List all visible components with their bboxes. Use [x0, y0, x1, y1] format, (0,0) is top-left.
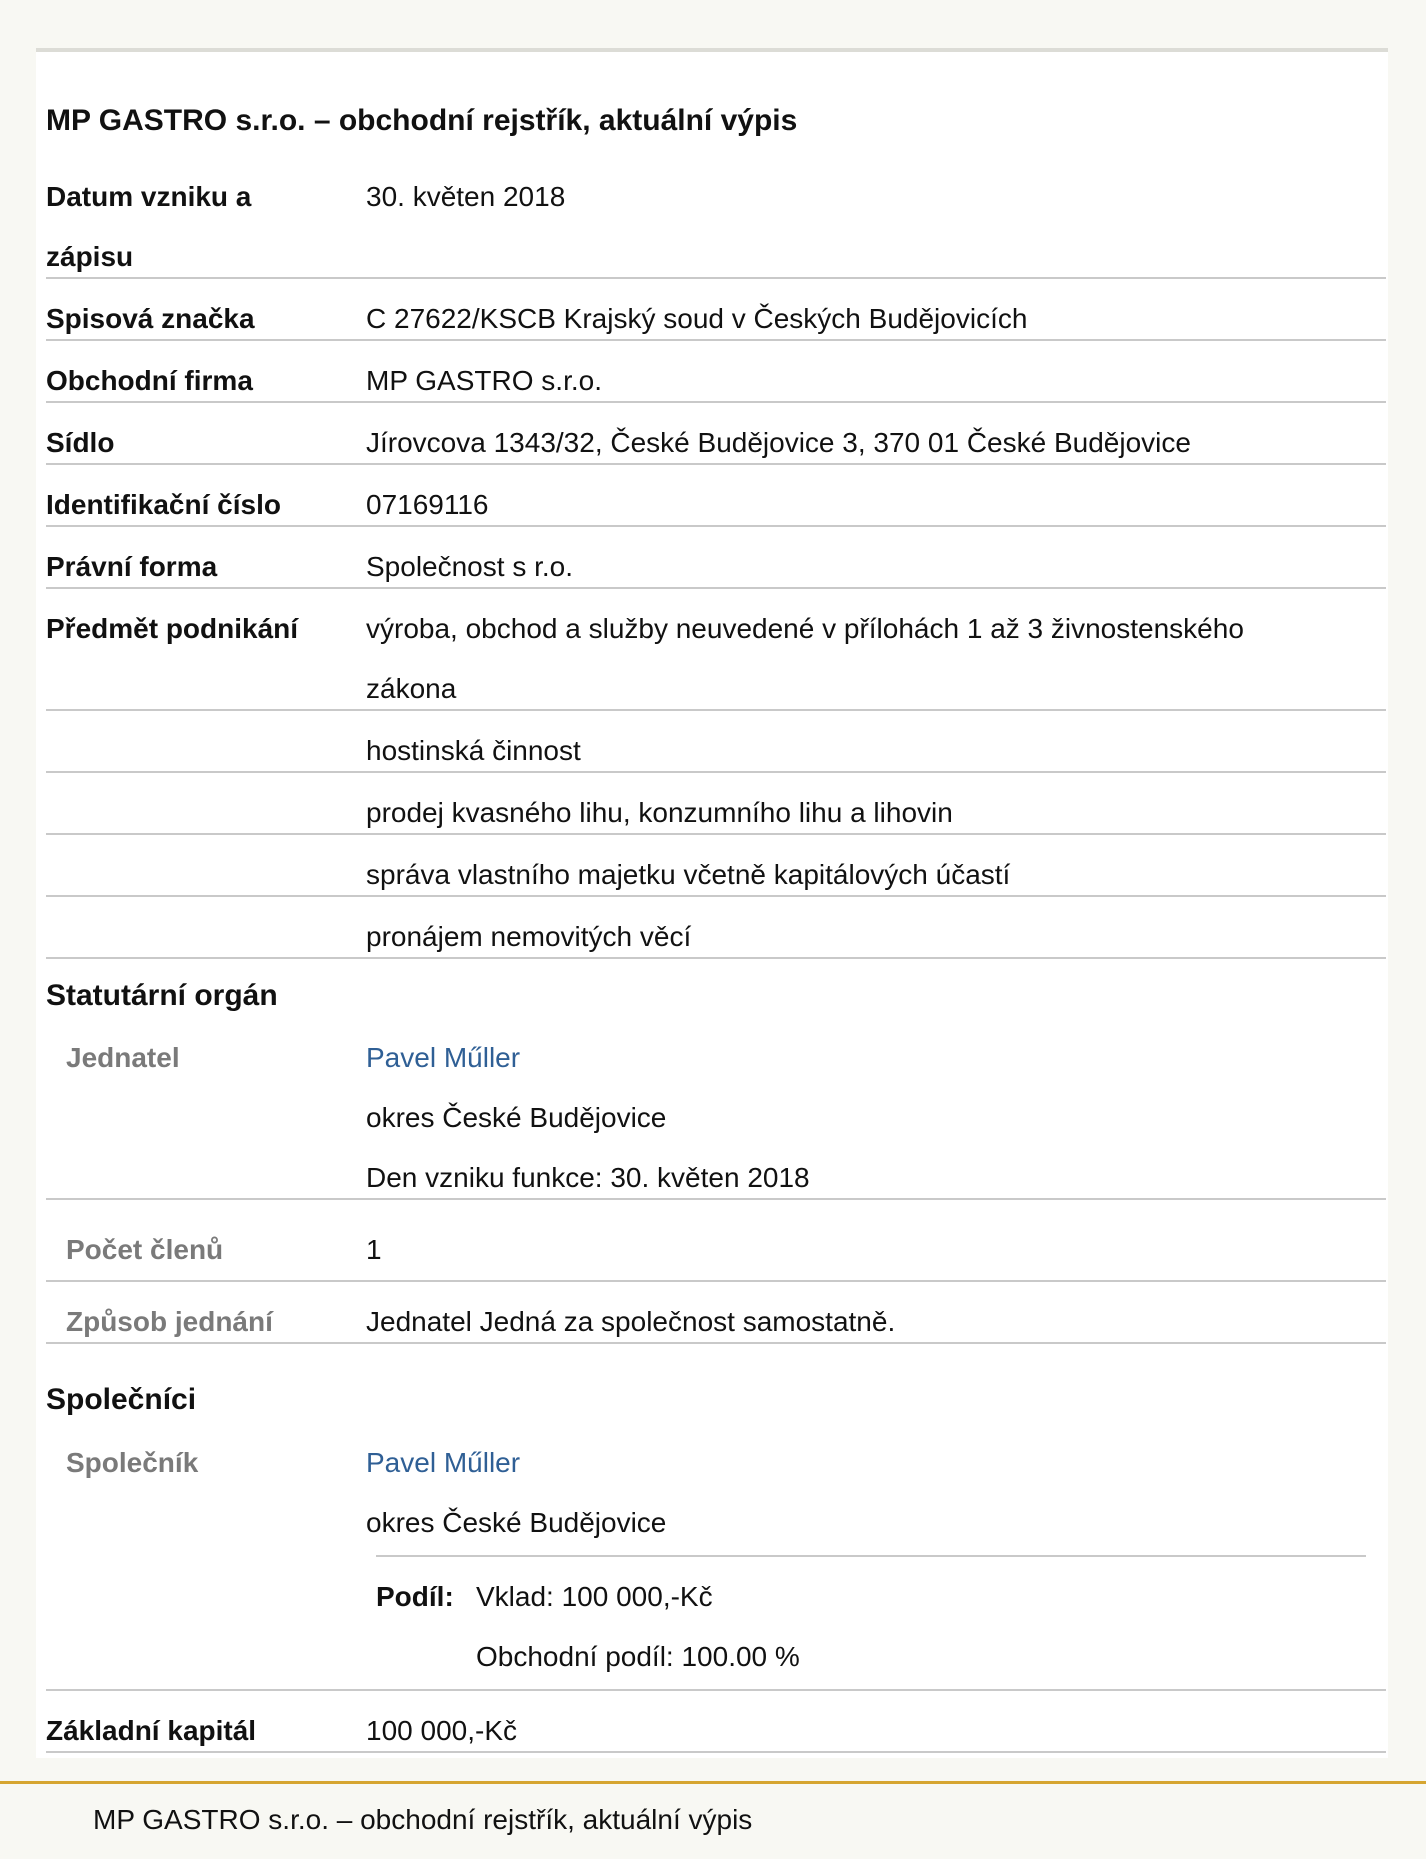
row-predmet-3	[46, 773, 1386, 835]
row-predmet-5	[46, 897, 1386, 959]
value-obchodni-firma: MP GASTRO s.r.o.	[366, 365, 602, 396]
predmet-item-1a: výroba, obchod a služby neuvedené v přílohách 1 až 3 živnostenského	[366, 613, 1244, 644]
podil-label: Podíl:	[376, 1581, 454, 1612]
spolecnik-name-link[interactable]: Pavel Műller	[366, 1447, 521, 1478]
section-spolecnici: Společníci	[46, 1383, 197, 1416]
value-ico: 07169116	[366, 489, 489, 520]
spolecnik-okres: okres České Budějovice	[366, 1507, 667, 1538]
predmet-item-1b: zákona	[366, 673, 457, 704]
value-predmet-4: správa vlastního majetku včetně kapitálových účastí	[366, 859, 1011, 890]
row-pravni-forma	[46, 527, 1386, 589]
label-datum-vzniku	[46, 167, 346, 287]
label-spisova-znacka: Spisová značka	[46, 303, 255, 334]
value-predmet-5: pronájem nemovitých věcí	[366, 921, 692, 952]
row-sidlo	[46, 403, 1386, 465]
value-predmet-1	[366, 599, 1376, 719]
podil-divider	[376, 1555, 1366, 1557]
label-predmet: Předmět podnikání	[46, 613, 299, 644]
row-jednatel	[46, 1018, 1386, 1200]
label-datum-line1: Datum vzniku a	[46, 181, 252, 212]
value-sidlo: Jírovcova 1343/32, České Budějovice 3, 370 01 České Budějovice	[366, 427, 1191, 458]
label-ico: Identifikační číslo	[46, 489, 281, 520]
row-datum-vzniku	[46, 157, 1386, 279]
row-pocet-clenu	[46, 1202, 1386, 1282]
jednatel-name-link[interactable]: Pavel Műller	[366, 1042, 521, 1073]
value-zakladni-kapital: 100 000,-Kč	[366, 1715, 517, 1746]
row-predmet-2	[46, 711, 1386, 773]
footer-bar	[0, 1781, 1426, 1859]
value-predmet-3: prodej kvasného lihu, konzumního lihu a lihovin	[366, 797, 953, 828]
label-pocet-clenu: Počet členů	[66, 1234, 224, 1265]
value-pravni-forma: Společnost s r.o.	[366, 551, 574, 582]
row-predmet-4	[46, 835, 1386, 897]
footer-title: MP GASTRO s.r.o. – obchodní rejstřík, aktuální výpis	[93, 1804, 753, 1835]
label-jednatel: Jednatel	[66, 1042, 180, 1073]
value-jednatel	[366, 1028, 1376, 1208]
row-predmet-1	[46, 589, 1386, 711]
register-card	[36, 48, 1388, 1758]
value-spisova-znacka: C 27622/KSCB Krajský soud v Českých Budějovicích	[366, 303, 1028, 334]
label-spolecnik: Společník	[66, 1447, 199, 1478]
value-datum-vzniku: 30. květen 2018	[366, 181, 566, 212]
section-statutarni-organ: Statutární orgán	[46, 979, 278, 1012]
row-spisova-znacka	[46, 279, 1386, 341]
jednatel-den-vzniku: Den vzniku funkce: 30. květen 2018	[366, 1162, 810, 1193]
label-pravni-forma: Právní forma	[46, 551, 218, 582]
jednatel-okres: okres České Budějovice	[366, 1102, 667, 1133]
row-spolecnik	[46, 1423, 1386, 1691]
row-zpusob-jednani	[46, 1282, 1386, 1344]
value-predmet-2: hostinská činnost	[366, 735, 581, 766]
podil-obchodni-podil: Obchodní podíl: 100.00 %	[476, 1641, 800, 1672]
label-obchodni-firma: Obchodní firma	[46, 365, 253, 396]
row-ico	[46, 465, 1386, 527]
value-pocet-clenu: 1	[366, 1234, 382, 1265]
row-obchodni-firma	[46, 341, 1386, 403]
value-spolecnik	[366, 1433, 1376, 1553]
label-datum-line2: zápisu	[46, 241, 134, 272]
label-sidlo: Sídlo	[46, 427, 115, 458]
label-zakladni-kapital: Základní kapitál	[46, 1715, 257, 1746]
podil-vklad: Vklad: 100 000,-Kč	[476, 1581, 713, 1612]
row-zakladni-kapital	[46, 1691, 1386, 1753]
label-zpusob-jednani: Způsob jednání	[66, 1306, 273, 1337]
page-title: MP GASTRO s.r.o. – obchodní rejstřík, aktuální výpis	[46, 104, 798, 137]
value-zpusob-jednani: Jednatel Jedná za společnost samostatně.	[366, 1306, 896, 1337]
